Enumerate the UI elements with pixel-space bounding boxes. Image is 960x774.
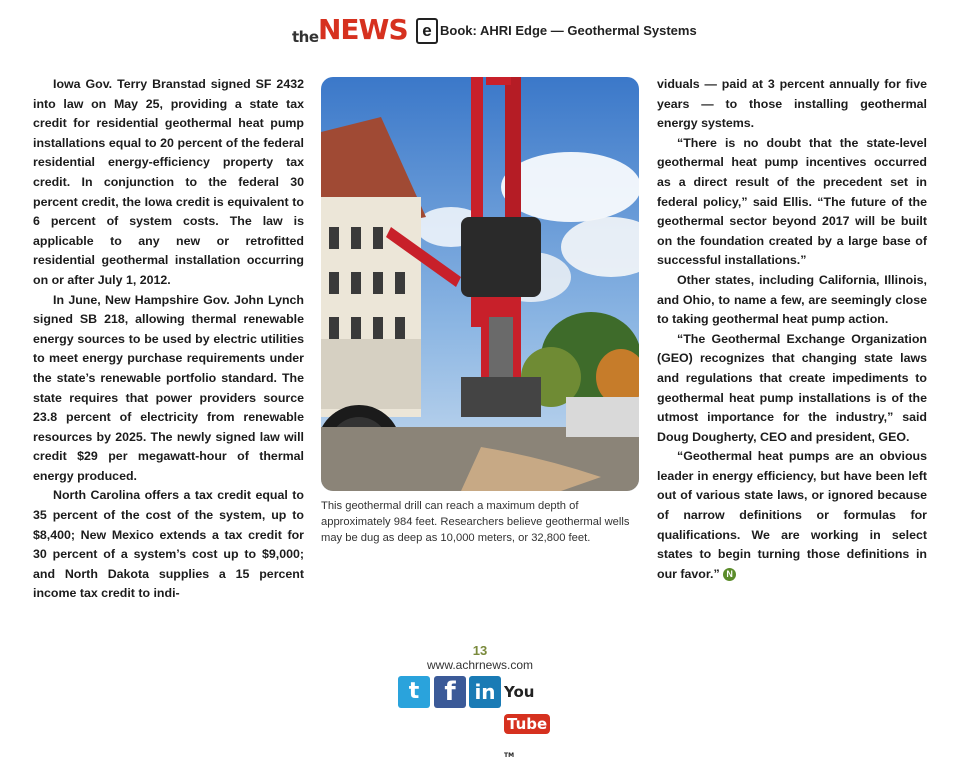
paragraph: Iowa Gov. Terry Branstad signed SF 2432 into law on May 25, providing a state tax credit for residential geothermal heat pump installations equal to 20 percent of the federal residential energy-efficiency property tax credit. In conjunction to the federal 30 percent credit, the Iowa credit is equivalent to 6 percent of system costs. The law is applicable to any new or retrofitted residential geothermal installation occurring on or after July 1, 2012. [33, 77, 304, 287]
article-column-left [33, 75, 304, 604]
youtube-tube: Tube [504, 714, 550, 734]
header [0, 0, 960, 60]
photo-caption: This geothermal drill can reach a maximum depth of approximately 984 feet. Researchers believe geothermal wells may be dug as deep as 10,000 meters, or 32,800 feet. [321, 500, 630, 544]
logo-the: the [292, 28, 319, 46]
paragraph-last [657, 447, 927, 584]
geothermal-drill-photo [321, 77, 639, 491]
paragraph: Other states, including California, Illinois, and Ohio, to name a few, are seemingly close to taking geothermal heat pump action. [657, 272, 927, 327]
paragraph: North Carolina offers a tax credit equal to 35 percent of the cost of the system, up to $8,400; New Mexico extends a tax credit for 30 percent of a system’s cost up to $9,000; and North Dakota supplies a 15 percent income tax credit to indi- [33, 488, 304, 601]
paragraph: “The Geothermal Exchange Organization (GEO) recognizes that changing state laws and regulations that create impediments to geothermal heat pump installations is of the utmost importance for the industry,” said Doug Dougherty, CEO and president, GEO. [657, 331, 927, 444]
twitter-icon[interactable]: t [398, 676, 430, 708]
linkedin-icon[interactable]: in [469, 676, 501, 708]
website-link[interactable]: www.achrnews.com [426, 658, 534, 672]
youtube-icon[interactable] [504, 676, 560, 759]
youtube-you: You [504, 683, 535, 701]
paragraph: In June, New Hampshire Gov. John Lynch signed SB 218, allowing thermal renewable energy sources to be used by electric utilities to meet energy purchase requirements under the state’s renewable portfolio standard. The state requires that power providers source 23.8 percent of electricity from renewable resources by 2025. The newly signed law will credit $29 per megawatt-hour of thermal energy produced. [33, 292, 304, 483]
youtube-tm: TM [504, 752, 515, 759]
news-end-icon: N [723, 568, 736, 581]
facebook-icon[interactable]: f [434, 676, 466, 708]
logo-e-icon: e [416, 18, 438, 44]
ebook-title: Book: AHRI Edge — Geothermal Systems [440, 23, 697, 38]
logo-news: NEWS [318, 13, 408, 46]
paragraph-last-text: “Geothermal heat pumps are an obvious leader in energy efficiency, but have been left out of various state laws, or ignored because of narrow definitions or formulas for qualifications. We are working in select states to begin turning those definitions in our favor.” [657, 449, 927, 581]
page-number: 13 [472, 643, 488, 658]
article-column-right [657, 75, 927, 584]
paragraph: viduals — paid at 3 percent annually for five years — to those installing geothermal energy systems. [657, 77, 927, 131]
paragraph: “There is no doubt that the state-level geothermal heat pump incentives occurred as a direct result of the precedent set in federal policy,” said Ellis. “The future of the geothermal sector beyond 2017 will be built on the foundation created by a large base of successful installations.” [657, 135, 927, 268]
